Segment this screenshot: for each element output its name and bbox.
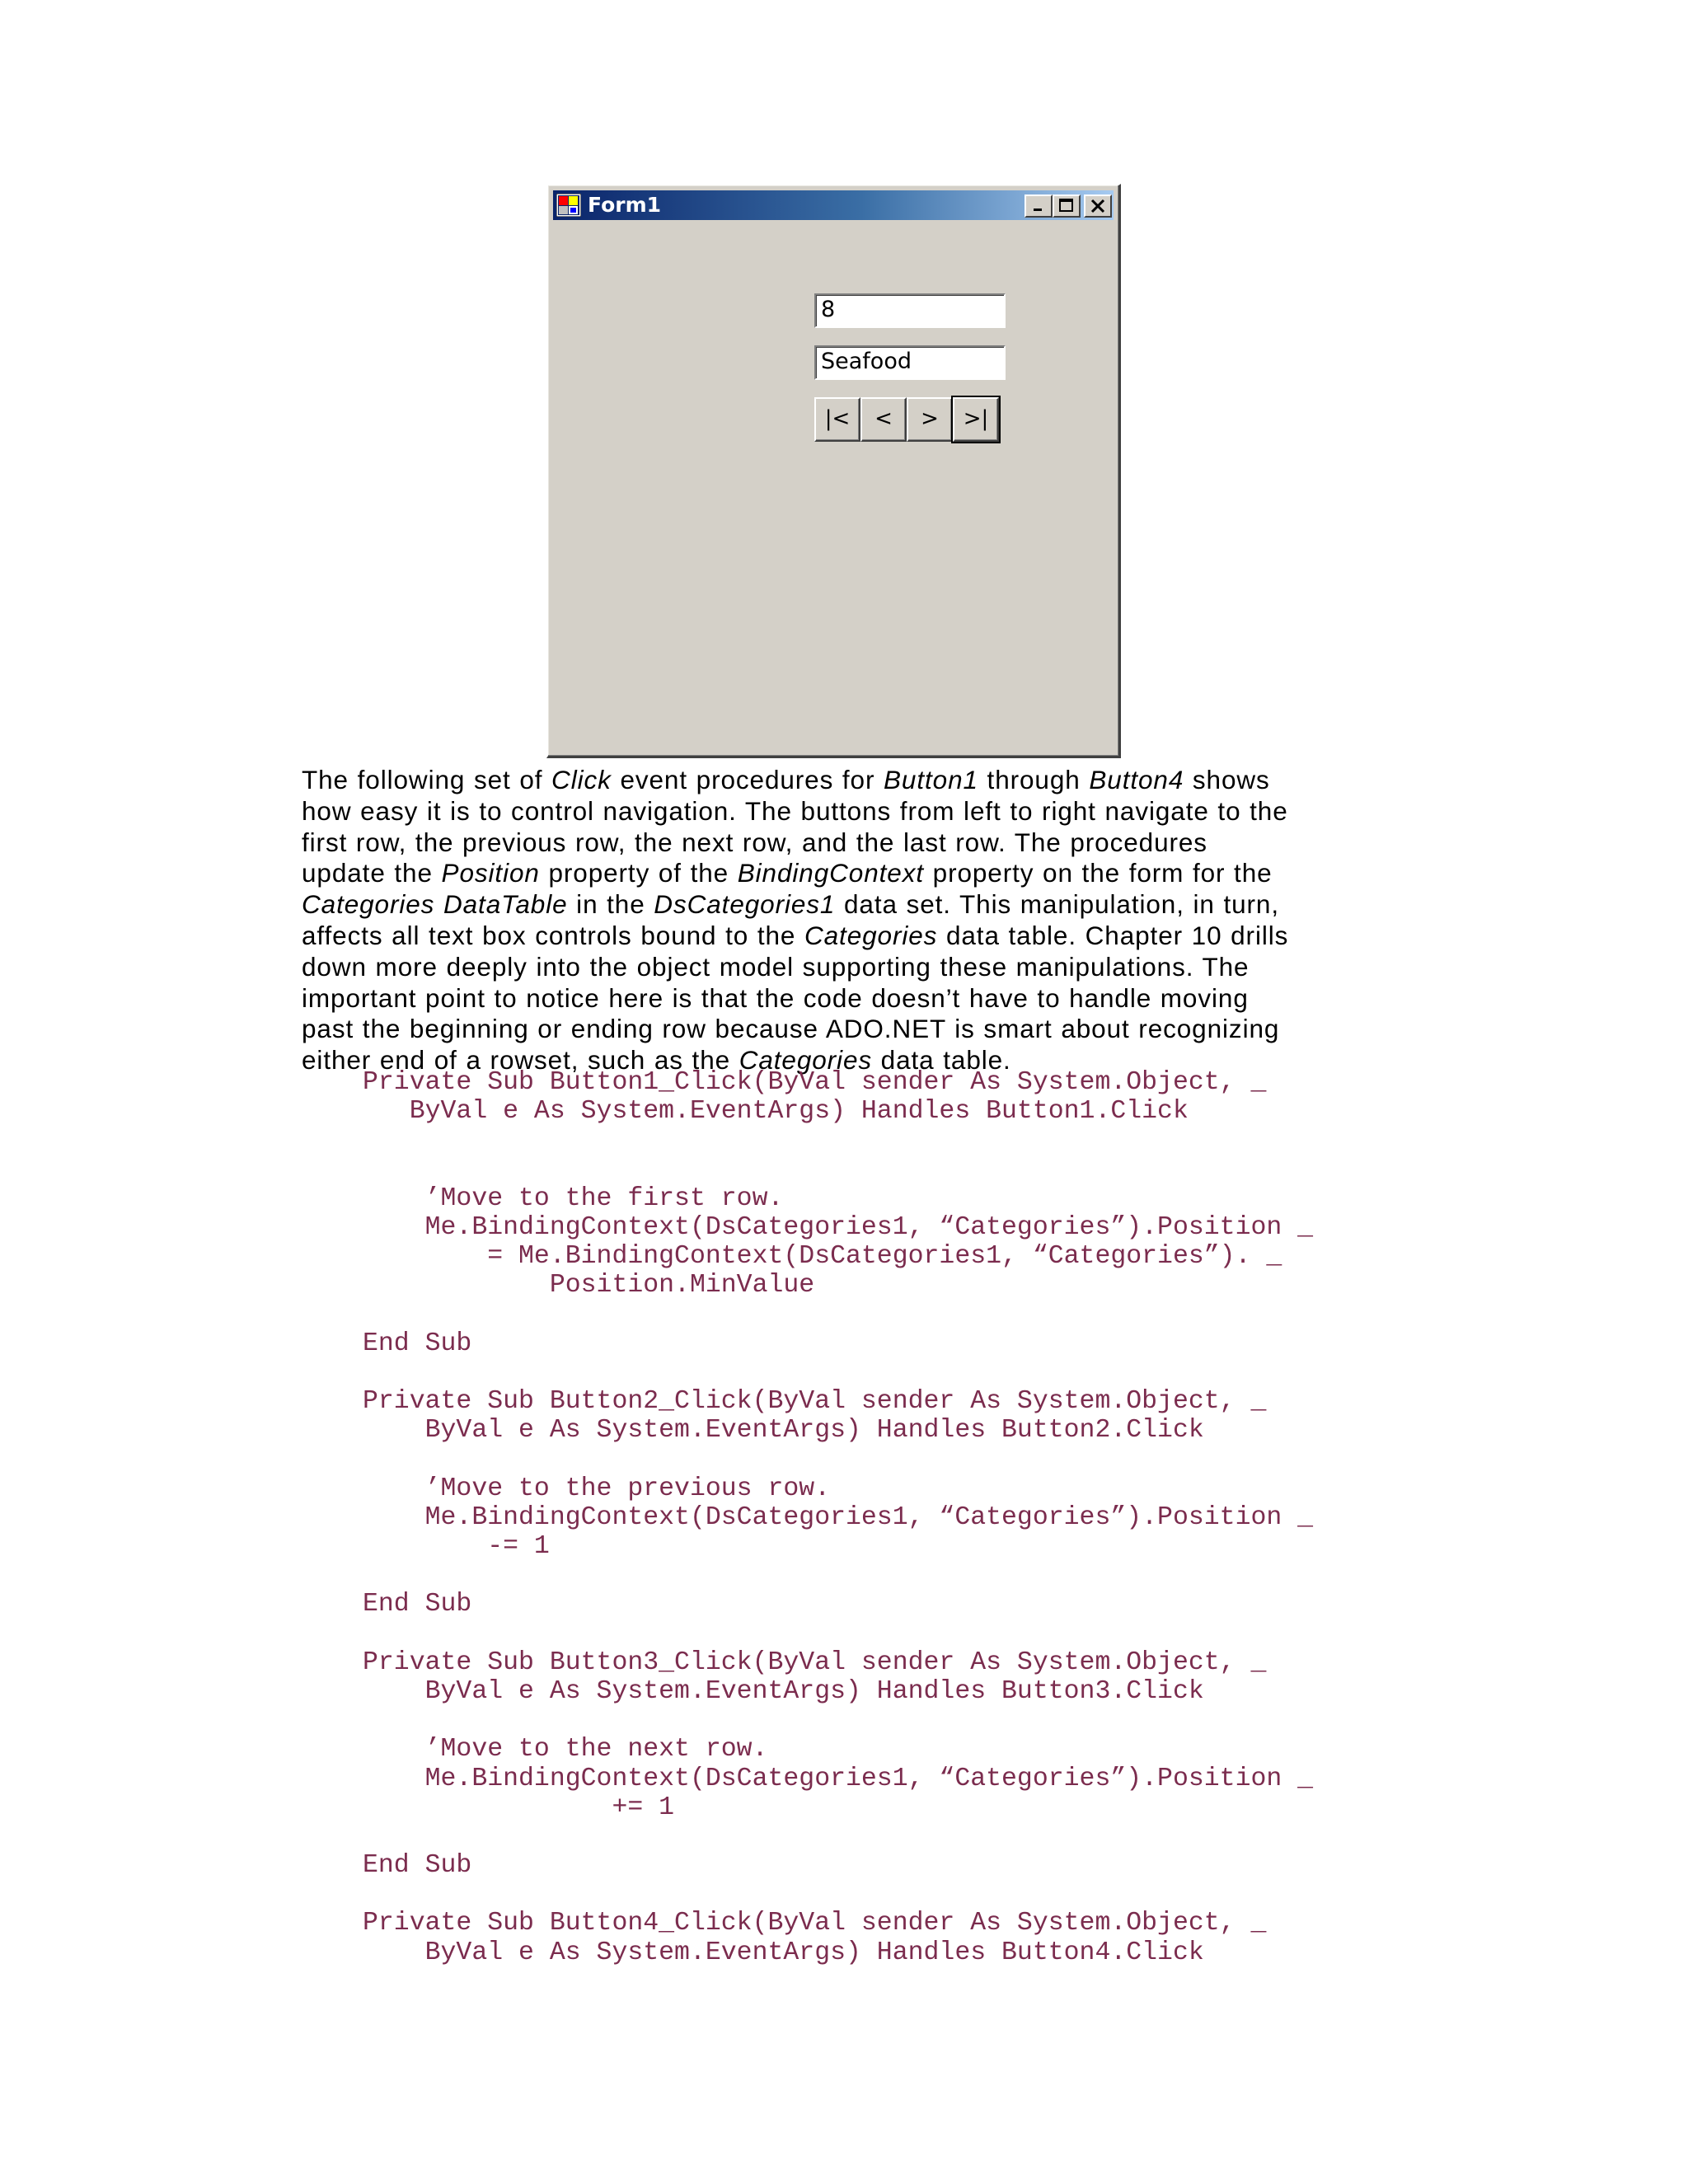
next-row-button[interactable]: >	[907, 397, 953, 442]
first-row-button[interactable]: |<	[814, 397, 860, 442]
paragraph-italic-term: Button4	[1089, 765, 1184, 794]
paragraph-text: first row, the previous row, the next row, and the last row. The procedures	[302, 827, 1207, 857]
paragraph-text: how easy it is to control navigation. The buttons from left to right navigate to the	[302, 795, 1288, 826]
paragraph-line	[302, 858, 1390, 889]
paragraph-text: property of the	[539, 858, 738, 888]
code-line	[363, 1358, 1313, 1387]
code-line: -= 1	[363, 1532, 550, 1561]
code-line	[363, 1126, 1313, 1155]
paragraph-italic-term: Click	[551, 765, 612, 794]
paragraph-line	[302, 796, 1390, 827]
paragraph-line	[302, 827, 1390, 859]
code-line: Private Sub Button3_Click(ByVal sender As System.Object, _	[363, 1647, 1267, 1677]
code-line: Me.BindingContext(DsCategories1, “Categories”).Position _	[363, 1502, 1314, 1532]
form1-window	[546, 184, 1121, 758]
code-line	[363, 1706, 1313, 1735]
code-line: Me.BindingContext(DsCategories1, “Categories”).Position _	[363, 1764, 1314, 1793]
paragraph-line	[302, 921, 1390, 952]
code-line: End Sub	[363, 1851, 472, 1881]
title-bar[interactable]	[553, 190, 1114, 220]
paragraph-italic-term: BindingContext	[737, 858, 924, 888]
close-icon	[1090, 199, 1106, 213]
code-line: ByVal e As System.EventArgs) Handles Button2.Click	[363, 1416, 1204, 1446]
maximize-button[interactable]	[1053, 194, 1081, 218]
paragraph-italic-term: Position	[441, 858, 540, 888]
paragraph-text: data set. This manipulation, in turn,	[835, 889, 1280, 920]
paragraph-italic-term: DsCategories1	[654, 889, 836, 920]
code-line: ’Move to the first row.	[363, 1183, 784, 1213]
code-line: ByVal e As System.EventArgs) Handles Button1.Click	[363, 1097, 1189, 1127]
paragraph-text: The following set of	[302, 765, 552, 794]
code-line: Private Sub Button2_Click(ByVal sender As System.Object, _	[363, 1387, 1267, 1417]
code-line: Me.BindingContext(DsCategories1, “Categories”).Position _	[363, 1212, 1314, 1242]
code-line	[363, 1155, 1313, 1184]
close-button[interactable]	[1084, 194, 1112, 218]
code-line: Private Sub Button1_Click(ByVal sender As System.Object, _	[363, 1068, 1267, 1097]
paragraph-line	[302, 1014, 1390, 1045]
minimize-icon	[1031, 199, 1046, 213]
code-line	[363, 1880, 1313, 1909]
paragraph-text: property on the form for the	[924, 858, 1273, 888]
code-line	[363, 1301, 1313, 1329]
code-line: ByVal e As System.EventArgs) Handles Button3.Click	[363, 1676, 1204, 1706]
code-line: ’Move to the next row.	[363, 1735, 768, 1765]
paragraph-text: data table. Chapter 10 drills	[937, 920, 1289, 950]
code-line	[363, 1619, 1313, 1648]
body-paragraph	[302, 765, 1390, 1076]
code-line	[363, 1445, 1313, 1474]
code-line: += 1	[363, 1793, 675, 1822]
last-row-button[interactable]: >|	[953, 397, 999, 442]
code-line	[363, 1822, 1313, 1851]
paragraph-italic-term: Categories	[738, 1045, 873, 1076]
paragraph-italic-term: Button1	[884, 765, 978, 794]
paragraph-text: affects all text box controls bound to the	[302, 920, 804, 950]
window-title: Form1	[588, 193, 662, 217]
code-line: ByVal e As System.EventArgs) Handles Button4.Click	[363, 1938, 1204, 1967]
code-line: End Sub	[363, 1590, 472, 1619]
paragraph-text: shows	[1184, 765, 1270, 794]
paragraph-text: data table.	[872, 1045, 1011, 1076]
form-icon	[556, 194, 581, 217]
paragraph-text: through	[978, 765, 1090, 794]
paragraph-text: either end of a rowset, such as the	[302, 1045, 739, 1076]
previous-row-button[interactable]: <	[860, 397, 907, 442]
code-line: ’Move to the previous row.	[363, 1474, 831, 1503]
code-line	[363, 1561, 1313, 1590]
paragraph-italic-term: Categories DataTable	[302, 889, 568, 920]
paragraph-text: event procedures for	[611, 765, 884, 794]
paragraph-text: down more deeply into the object model supporting these manipulations. The	[302, 951, 1250, 982]
maximize-icon	[1058, 199, 1075, 213]
paragraph-text: past the beginning or ending row because ADO.NET is smart about recognizing	[302, 1014, 1280, 1044]
code-line: = Me.BindingContext(DsCategories1, “Categories”). _	[363, 1242, 1282, 1272]
code-line: Position.MinValue	[363, 1271, 815, 1301]
code-line: Private Sub Button4_Click(ByVal sender As System.Object, _	[363, 1909, 1267, 1938]
paragraph-text: update the	[302, 858, 442, 888]
category-name-textbox[interactable]: Seafood	[814, 345, 1006, 380]
paragraph-italic-term: Categories	[804, 920, 938, 950]
category-id-textbox[interactable]: 8	[814, 293, 1006, 328]
code-line: End Sub	[363, 1329, 472, 1358]
paragraph-text: in the	[567, 889, 654, 920]
paragraph-line	[302, 889, 1390, 921]
code-listing	[363, 1068, 1313, 1967]
paragraph-text: important point to notice here is that the code doesn’t have to handle moving	[302, 982, 1249, 1013]
minimize-button[interactable]	[1025, 194, 1053, 218]
paragraph-line	[302, 765, 1390, 796]
paragraph-line	[302, 983, 1390, 1015]
paragraph-line	[302, 952, 1390, 983]
